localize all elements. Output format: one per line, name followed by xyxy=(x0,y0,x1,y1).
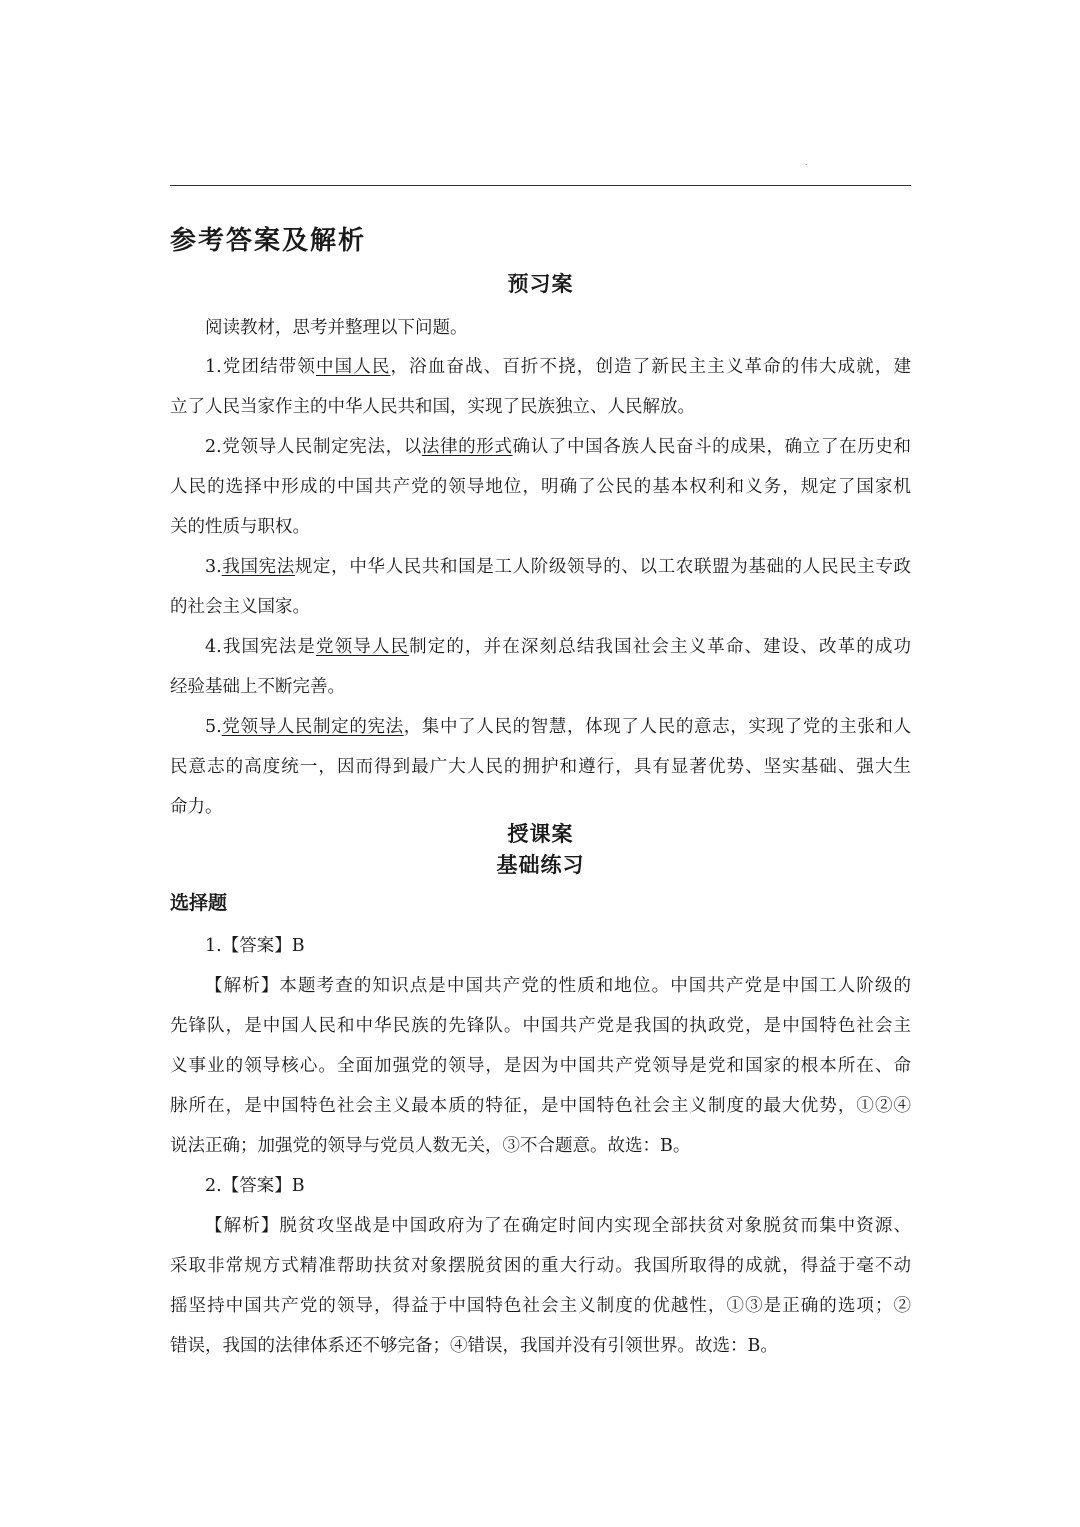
preview-item-4-line-1: 4.我国宪法是党领导人民制定的，并在深刻总结我国社会主义革命、建设、改革的成功 xyxy=(205,637,912,657)
analysis-2-line-1: 【解析】脱贫攻坚战是中国政府为了在确定时间内实现全部扶贫对象脱贫而集中资源、 xyxy=(205,1216,911,1236)
underlined-answer-5: 党领导人民制定的宪法 xyxy=(221,717,404,737)
preview-item-2-line-3: 关的性质与职权。 xyxy=(170,517,310,537)
preview-item-1-line-2: 立了人民当家作主的中华人民共和国，实现了民族独立、人民解放。 xyxy=(170,397,695,417)
corner-mark: . xyxy=(805,158,808,167)
preview-heading: 预习案 xyxy=(507,271,574,296)
underlined-answer-2: 法律的形式 xyxy=(421,437,513,457)
preview-item-2-line-1: 2.党领导人民制定宪法，以法律的形式确认了中国各族人民奋斗的成果，确立了在历史和 xyxy=(205,437,912,457)
analysis-2-line-2: 采取非常规方式精准帮助扶贫对象摆脱贫困的重大行动。我国所取得的成就，得益于毫不动 xyxy=(170,1256,911,1276)
analysis-2-line-4: 错误，我国的法律体系还不够完备；④错误，我国并没有引领世界。故选：B。 xyxy=(170,1336,778,1356)
preview-item-2-line-2: 人民的选择中形成的中国共产党的领导地位，明确了公民的基本权利和义务，规定了国家机 xyxy=(170,477,911,497)
preview-item-5-line-2: 民意志的高度统一，因而得到最广大人民的拥护和遵行，具有显著优势、坚实基础、强大生 xyxy=(170,757,911,777)
preview-item-5-line-3: 命力。 xyxy=(170,797,223,817)
preview-item-5-line-1: 5.党领导人民制定的宪法，集中了人民的智慧，体现了人民的意志，实现了党的主张和人 xyxy=(205,717,912,737)
analysis-1-line-4: 脉所在，是中国特色社会主义最本质的特征，是中国特色社会主义制度的最大优势，①②④ xyxy=(170,1096,911,1116)
analysis-1-line-2: 先锋队，是中国人民和中华民族的先锋队。中国共产党是我国的执政党，是中国特色社会主 xyxy=(170,1016,911,1036)
analysis-2-line-3: 摇坚持中国共产党的领导，得益于中国特色社会主义制度的优越性，①③是正确的选项；② xyxy=(170,1296,911,1316)
analysis-1-line-3: 义事业的领导核心。全面加强党的领导，是因为中国共产党领导是党和国家的根本所在、命 xyxy=(170,1056,911,1076)
underlined-answer-1: 中国人民 xyxy=(315,357,391,377)
document-title: 参考答案及解析 xyxy=(170,226,367,256)
lesson-heading: 授课案 xyxy=(507,821,574,846)
preview-item-1-line-1: 1.党团结带领中国人民，浴血奋战、百折不挠，创造了新民主主义革命的伟大成就，建 xyxy=(205,357,912,377)
preview-item-4-line-2: 经验基础上不断完善。 xyxy=(170,677,345,697)
header-rule xyxy=(170,185,911,186)
analysis-1-line-1: 【解析】本题考查的知识点是中国共产党的性质和地位。中国共产党是中国工人阶级的 xyxy=(205,976,911,996)
answer-1: 1.【答案】B xyxy=(205,936,305,956)
preview-item-3-line-1: 3.我国宪法规定，中华人民共和国是工人阶级领导的、以工农联盟为基础的人民民主专政 xyxy=(205,557,912,577)
analysis-1-line-5: 说法正确；加强党的领导与党员人数无关，③不合题意。故选：B。 xyxy=(170,1136,691,1156)
question-type-heading: 选择题 xyxy=(170,892,228,914)
lesson-subheading: 基础练习 xyxy=(496,852,585,877)
underlined-answer-4: 党领导人民 xyxy=(315,637,410,657)
underlined-answer-3: 我国宪法 xyxy=(221,557,295,577)
preview-intro: 阅读教材，思考并整理以下问题。 xyxy=(205,318,468,338)
answer-2: 2.【答案】B xyxy=(205,1176,305,1196)
preview-item-3-line-2: 的社会主义国家。 xyxy=(170,597,310,617)
